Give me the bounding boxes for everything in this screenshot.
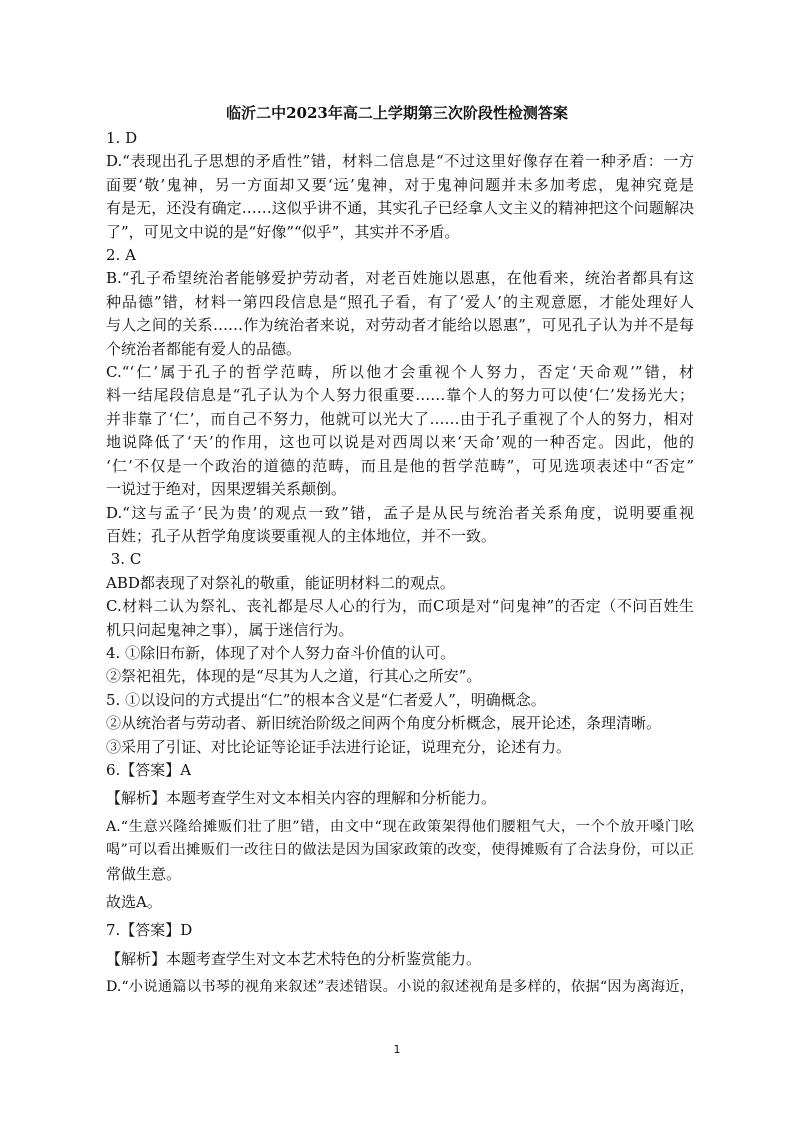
text-line: 3. C	[106, 550, 142, 569]
text-line: 并非靠了‘仁’，而自己不努力，他就可以光大了……由于孔子重视了个人的努力，相对	[106, 409, 694, 428]
text-line: 4. ①除旧布新，体现了对个人努力奋斗价值的认可。	[106, 643, 456, 662]
text-line: ②祭祀祖先，体现的是“尽其为人之道，行其心之所安”。	[106, 667, 482, 686]
text-line: ③采用了引证、对比论证等论证手法进行论证，说理充分，论述有力。	[106, 737, 572, 756]
text-line: ‘仁’不仅是一个政治的道德的范畴，而且是他的哲学范畴”，可见选项表述中“否定”	[106, 456, 694, 475]
answer-body	[106, 127, 694, 1000]
text-line: 料一结尾段信息是“孔子认为个人努力很重要……靠个人的努力可以使‘仁’发扬光大；	[106, 386, 694, 405]
text-line: 地说降低了‘天’的作用，这也可以说是对西周以来‘天命’观的一种否定。因此，他的	[106, 433, 694, 452]
text-line: D.“小说通篇以书琴的视角来叙述”表述错误。小说的叙述视角是多样的，依据“因为离海近，	[106, 979, 694, 996]
text-line: 种品德”错，材料一第四段信息是“照孔子看，有了‘爱人’的主观意愿，才能处理好人	[106, 292, 694, 311]
text-line: 【解析】本题考查学生对文本艺术特色的分析鉴赏能力。	[106, 949, 482, 968]
text-line: 百姓；孔子从哲学角度谈要重视人的主体地位，并不一致。	[106, 526, 497, 545]
page-number: 1	[393, 1043, 401, 1056]
text-line: 7.【答案】D	[106, 921, 193, 940]
text-line: ②从统治者与劳动者、新旧统治阶级之间两个角度分析概念，展开论述，条理清晰。	[106, 714, 662, 733]
text-line: 2. A	[106, 246, 136, 265]
text-line: 一说过于绝对，因果逻辑关系颠倒。	[106, 480, 347, 499]
text-line: 6.【答案】A	[106, 760, 192, 779]
text-line: 故选A。	[106, 893, 162, 911]
text-line: 个统治者都能有爱人的品德。	[106, 339, 302, 358]
text-line: 了”，可见文中说的是“好像”“似乎”，其实并不矛盾。	[106, 222, 460, 241]
text-line: 面要‘敬’鬼神，另一方面却又要‘远’鬼神，对于鬼神问题并未多加考虑，鬼神究竟是	[106, 175, 694, 194]
text-line: D.“这与孟子‘民为贵’的观点一致”错，孟子是从民与统治者关系角度，说明要重视	[106, 503, 694, 522]
text-line: 有是无，还没有确定……这似乎讲不通，其实孔子已经拿人文主义的精神把这个问题解决	[106, 199, 694, 218]
text-line: ABD都表现了对祭礼的敬重，能证明材料二的观点。	[106, 573, 455, 592]
page-title: 临沂二中2023年高二上学期第三次阶段性检测答案	[226, 104, 568, 122]
text-line: 喝”可以看出摊贩们一改往日的做法是因为国家政策的改变，使得摊贩有了合法身份，可以正	[106, 842, 694, 859]
text-line: 与人之间的关系……作为统治者来说，对劳动者才能给以恩惠”，可见孔子认为并不是每	[106, 316, 694, 335]
text-line: 1. D	[106, 129, 138, 147]
text-line: A.“生意兴隆给摊贩们壮了胆”错，由文中“现在政策架得他们腰粗气大，一个个放开嗓门吆	[106, 818, 694, 835]
text-line: 常做生意。	[106, 864, 182, 883]
text-line: 机只问起鬼神之事），属于迷信行为。	[106, 620, 354, 639]
text-line: B.“孔子希望统治者能够爱护劳动者，对老百姓施以恩惠，在他看来，统治者都具有这	[106, 269, 694, 288]
text-line: 【解析】本题考查学生对文本相关内容的理解和分析能力。	[106, 789, 497, 808]
text-line: 5. ①以设问的方式提出“仁”的根本含义是“仁者爱人”，明确概念。	[106, 690, 546, 709]
text-line: C.材料二认为祭礼、丧礼都是尽人心的行为，而C项是对“问鬼神”的否定（不问百姓生	[106, 597, 694, 616]
text-line: D.“表现出孔子思想的矛盾性”错，材料二信息是“不过这里好像存在着一种矛盾：一方	[106, 152, 694, 171]
text-line: C.“‘仁’属于孔子的哲学范畴，所以他才会重视个人努力，否定‘天命观’”错，材	[106, 363, 694, 382]
